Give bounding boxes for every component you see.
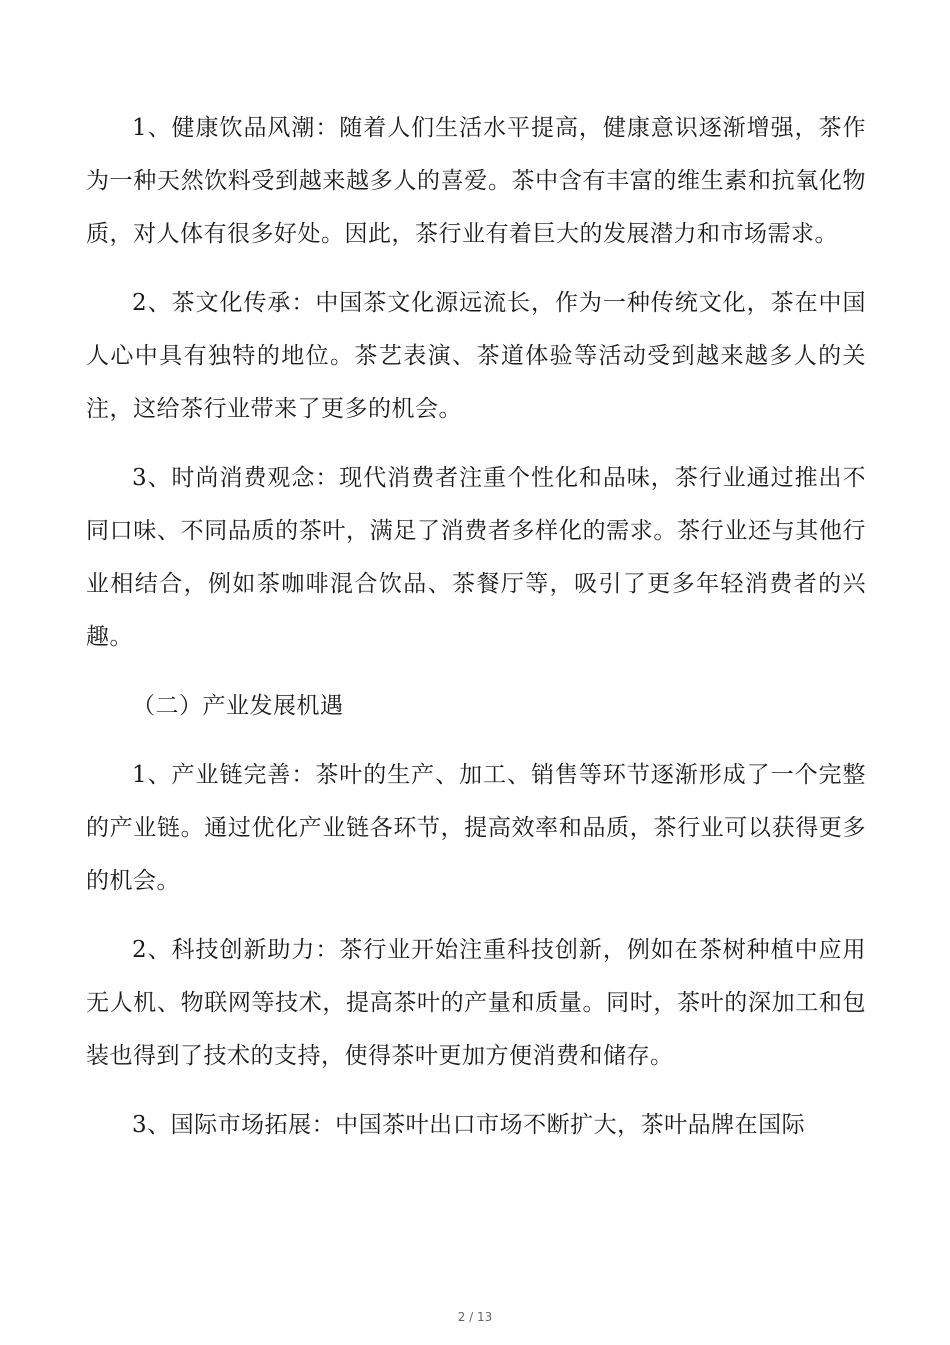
- paragraph-tea-culture: 2、茶文化传承：中国茶文化源远流长，作为一种传统文化，茶在中国人心中具有独特的地位。茶艺表演、茶道体验等活动受到越来越多人的关注，这给茶行业带来了更多的机会。: [86, 290, 866, 422]
- paragraph-industry-chain: 1、产业链完善：茶叶的生产、加工、销售等环节逐渐形成了一个完整的产业链。通过优化产业链各环节，提高效率和品质，茶行业可以获得更多的机会。: [86, 762, 866, 894]
- page-number: 2 / 13: [457, 1310, 493, 1324]
- section-heading: （二）产业发展机遇: [132, 693, 344, 719]
- paragraph-international-market: 3、国际市场拓展：中国茶叶出口市场不断扩大，茶叶品牌在国际: [132, 1112, 806, 1138]
- paragraph-tech-innovation: 2、科技创新助力：茶行业开始注重科技创新，例如在茶树种植中应用无人机、物联网等技术，提高茶叶的产量和质量。同时，茶叶的深加工和包装也得到了技术的支持，使得茶叶更加方便消费和储存。: [86, 937, 866, 1069]
- document-body: [86, 102, 866, 1168]
- paragraph-fashion-consumption: 3、时尚消费观念：现代消费者注重个性化和品味，茶行业通过推出不同口味、不同品质的茶叶，满足了消费者多样化的需求。茶行业还与其他行业相结合，例如茶咖啡混合饮品、茶餐厅等，吸引了更多年轻消费者的兴趣。: [86, 465, 866, 650]
- paragraph-health-trend: 1、健康饮品风潮：随着人们生活水平提高，健康意识逐渐增强，茶作为一种天然饮料受到越来越多人的喜爱。茶中含有丰富的维生素和抗氧化物质，对人体有很多好处。因此，茶行业有着巨大的发展潜力和市场需求。: [86, 115, 866, 247]
